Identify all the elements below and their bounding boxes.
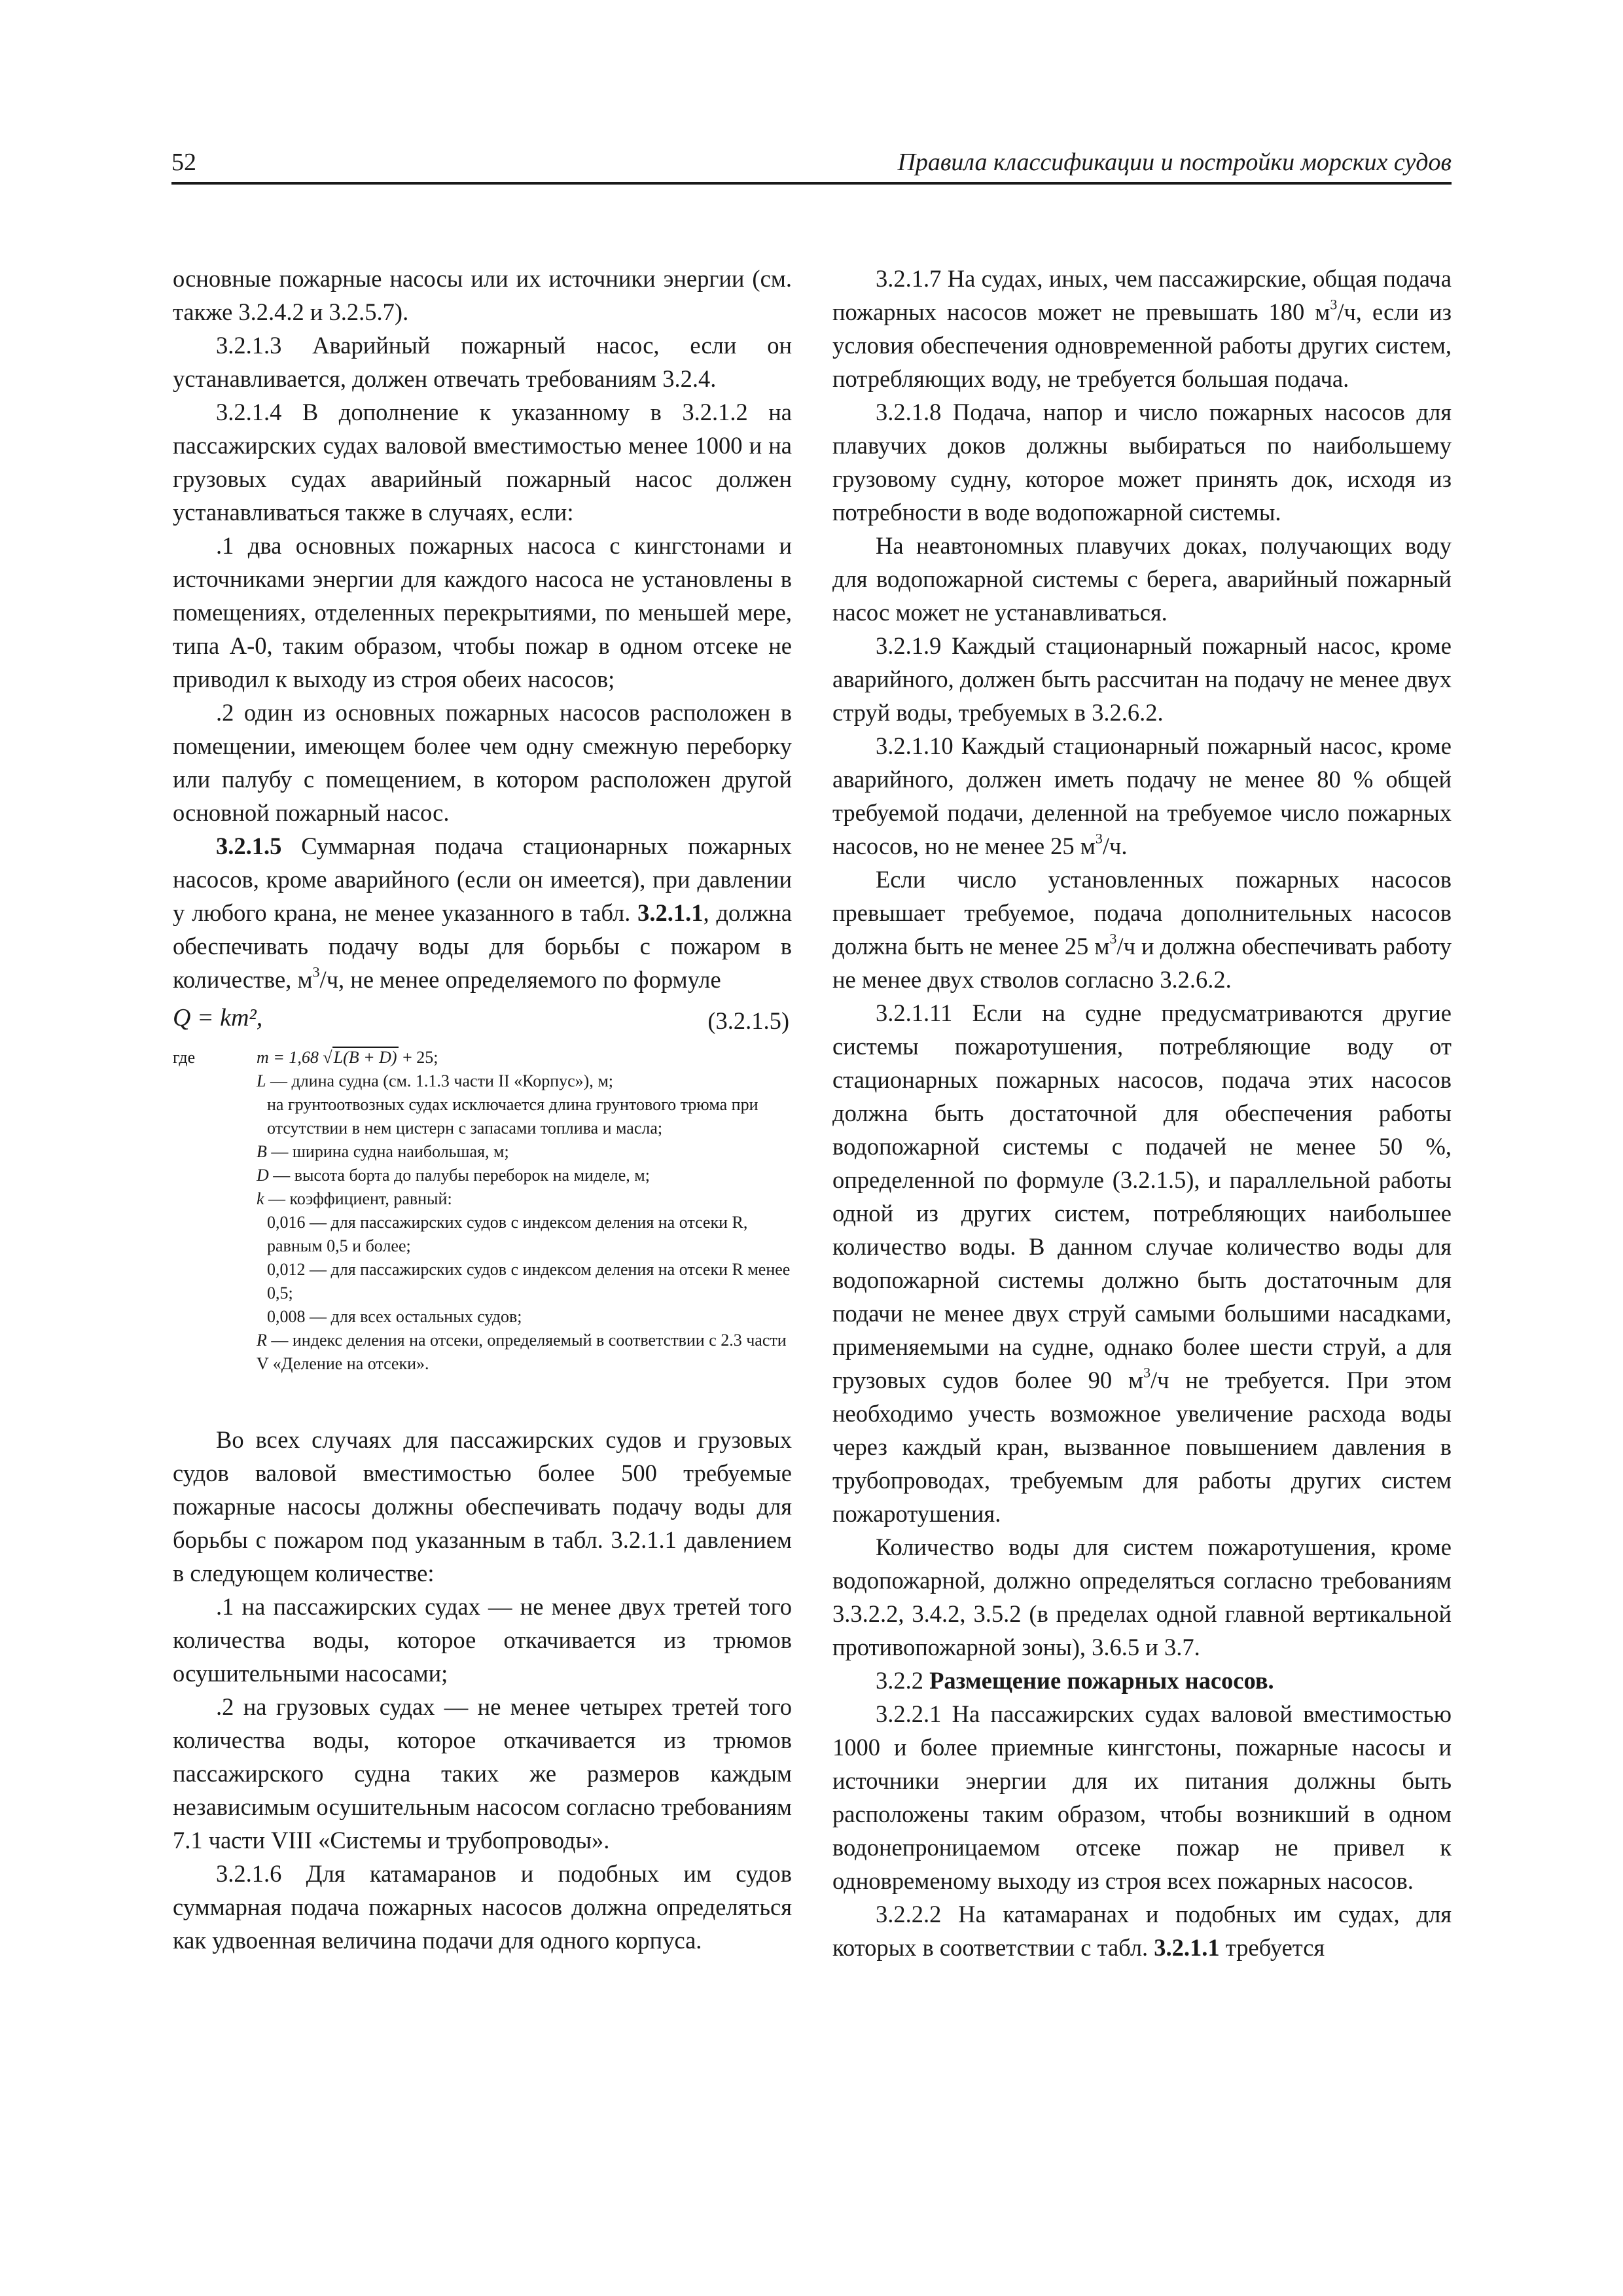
formula-legend <box>173 1046 792 1376</box>
section-heading-3-2-2: 3.2.2 Размещение пожарных насосов. <box>876 1667 1274 1694</box>
paragraph-3-2-1-4: 3.2.1.4 В дополнение к указанному в 3.2.1.2 на пассажирских судах валовой вместимостью менее 1000 и на грузовых судах аварийный пожарный насос должен устанавливаться также в случаях, если: <box>173 399 792 526</box>
clause-number: 3.2.1.5 <box>216 833 282 859</box>
list-item-2: .2 на грузовых судах — не менее четырех третей того количества воды, которое откачивается из трюмов пассажирского судна таких же размеров каждым независимым осушительным насосом согласно требованиям 7.1 части VIII «Системы и трубопроводы». <box>173 1693 792 1854</box>
list-item-2: .2 один из основных пожарных насосов расположен в помещении, имеющем более чем одну смежную переборку или палубу с помещением, в котором расположен другой основной пожарный насос. <box>173 699 792 826</box>
legend-L-note: на грунтоотвозных судах исключается длина грунтового трюма при отсутствии в нем цистерн с запасами топлива и масла; <box>267 1095 758 1138</box>
right-column <box>832 262 1452 1964</box>
legend-L: L — длина судна (см. 1.1.3 части II «Корпус»), м; <box>257 1071 614 1090</box>
legend-k-3: 0,008 — для всех остальных судов; <box>267 1307 522 1326</box>
paragraph: Количество воды для систем пожаротушения, кроме водопожарной, должно определяться согласно требованиям 3.3.2.2, 3.4.2, 3.5.2 (в пределах одной главной вертикальной противопожарной зоны), 3.6.5 и 3.7. <box>832 1534 1452 1660</box>
legend-D: D — высота борта до палубы переборок на миделе, м; <box>257 1166 650 1185</box>
list-item-1: .1 на пассажирских судах — не менее двух третей того количества воды, которое откачивается из трюмов осушительными насосами; <box>173 1593 792 1687</box>
paragraph: Во всех случаях для пассажирских судов и грузовых судов валовой вместимостью более 500 требуемые пожарные насосы должны обеспечивать подачу воды для борьбы с пожаром под указанным в табл. 3.2.1.1 давлением в следующем количестве: <box>173 1426 792 1587</box>
table-reference: 3.2.1.1 <box>1154 1934 1220 1961</box>
paragraph-3-2-1-5: 3.2.1.5 Суммарная подача стационарных пожарных насосов, кроме аварийного (если он имеется), при давлении у любого крана, не менее указанного в табл. 3.2.1.1, должна обеспечивать подачу воды для борьбы с пожаром в количестве, $м^3/ч$, не менее определяемого по формуле <box>173 833 792 993</box>
paragraph: Если число установленных пожарных насосов превышает требуемое, подача дополнительных насосов должна быть не менее 25 $м^3/ч$ и должна обеспечивать работу не менее двух стволов согласно 3.2.6.2. <box>832 866 1452 993</box>
section-title: Размещение пожарных насосов. <box>923 1667 1274 1694</box>
legend-m: где m = 1,68 √L(B + D) + 25; <box>173 1048 438 1067</box>
formula-number: (3.2.1.5) <box>707 1007 789 1034</box>
paragraph-3-2-1-9: 3.2.1.9 Каждый стационарный пожарный насос, кроме аварийного, должен быть рассчитан на подачу не менее двух струй воды, требуемых в 3.2.6.2. <box>832 632 1452 726</box>
page-header <box>171 143 1452 185</box>
paragraph: На неавтономных плавучих доках, получающих воду для водопожарной системы с берега, аварийный пожарный насос может не устанавливаться. <box>832 532 1452 626</box>
paragraph-3-2-1-6: 3.2.1.6 Для катамаранов и подобных им судов суммарная подача пожарных насосов должна определяться как удвоенная величина подачи для одного корпуса. <box>173 1860 792 1954</box>
legend-k-2: 0,012 — для пассажирских судов с индексом деления на отсеки R менее 0,5; <box>267 1260 791 1302</box>
paragraph: основные пожарные насосы или их источники энергии (см. также 3.2.4.2 и 3.2.5.7). <box>173 265 792 325</box>
paragraph-3-2-1-8: 3.2.1.8 Подача, напор и число пожарных насосов для плавучих доков должны выбираться по наибольшему грузовому судну, которое может принять док, исходя из потребности в воде водопожарной системы. <box>832 399 1452 526</box>
legend-k: k — коэффициент, равный: <box>257 1189 452 1208</box>
paragraph-3-2-2-2: 3.2.2.2 На катамаранах и подобных им судах, для которых в соответствии с табл. 3.2.1.1 требуется <box>832 1901 1452 1961</box>
legend-k-1: 0,016 — для пассажирских судов с индексом деления на отсеки R, равным 0,5 и более; <box>267 1213 748 1255</box>
list-item-1: .1 два основных пожарных насоса с кингстонами и источниками энергии для каждого насоса не установлены в помещениях, отделенных перекрытиями, по меньшей мере, типа A-0, таким образом, чтобы пожар в одном отсеке не приводил к выходу из строя обеих насосов; <box>173 532 792 692</box>
legend-B: B — ширина судна наибольшая, м; <box>257 1142 509 1161</box>
legend-R: R — индекс деления на отсеки, определяемый в соответствии с 2.3 части V «Деление на отсеки». <box>257 1331 787 1373</box>
paragraph-3-2-2-1: 3.2.2.1 На пассажирских судах валовой вместимостью 1000 и более приемные кингстоны, пожарные насосы и источники энергии для их питания должны быть расположены таким образом, чтобы возникший в одном водонепроницаемом отсеке пожар не привел к одновременому выходу из строя всех пожарных насосов. <box>832 1700 1452 1894</box>
formula-3-2-1-5 <box>173 1000 792 1042</box>
table-reference: 3.2.1.1 <box>637 899 704 926</box>
formula-expression: Q = km², <box>173 1004 263 1031</box>
page-number: 52 <box>171 149 196 176</box>
paragraph-3-2-1-3: 3.2.1.3 Аварийный пожарный насос, если он устанавливается, должен отвечать требованиям 3.2.4. <box>173 332 792 392</box>
paragraph-3-2-1-7: 3.2.1.7 На судах, иных, чем пассажирские, общая подача пожарных насосов может не превышать 180 $м^3/ч$, если из условия обеспечения одновременной работы других систем, потребляющих воду, не требуется большая подача. <box>832 265 1452 392</box>
left-column <box>173 262 792 1957</box>
paragraph-3-2-1-11: 3.2.1.11 Если на судне предусматриваются другие системы пожаротушения, потребляющие воду от стационарных пожарных насосов, подача этих насосов должна быть достаточной для обеспечения работы водопожарной системы с подачей не менее 50 %, определенной по формуле (3.2.1.5), и параллельной работы одной из других систем, потребляющих наибольшее количество воды. В данном случае количество воды для водопожарной системы должно быть достаточным для подачи не менее двух струй самыми большими насадками, применяемыми на судне, однако более шести струй, а для грузовых судов более 90 $м^3/ч$ не требуется. При этом необходимо учесть возможное увеличение расхода воды через каждый кран, вызванное повышением давления в трубопроводах, требуемым для работы других систем пожаротушения. <box>832 999 1452 1527</box>
paragraph-3-2-1-10: 3.2.1.10 Каждый стационарный пожарный насос, кроме аварийного, должен иметь подачу не менее 80 % общей требуемой подачи, деленной на требуемое число пожарных насосов, но не менее 25 $м^3/ч$. <box>832 732 1452 859</box>
running-title: Правила классификации и постройки морских судов <box>897 149 1452 176</box>
